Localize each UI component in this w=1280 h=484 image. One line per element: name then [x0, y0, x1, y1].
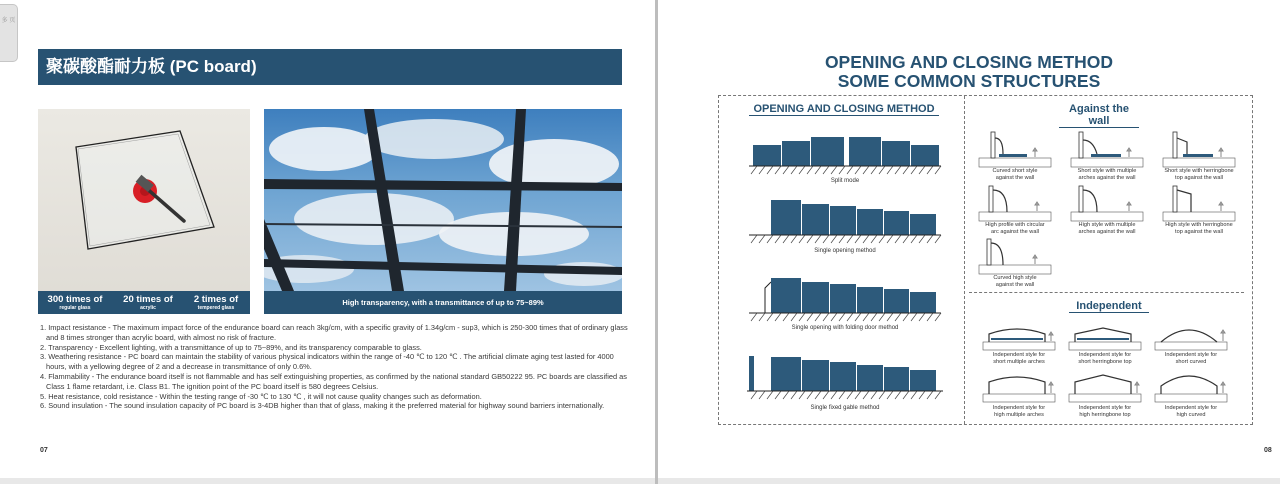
caption-line: high herringbone top: [1079, 411, 1131, 418]
skylight-photo: [264, 109, 622, 291]
caption-line: high curved: [1176, 411, 1206, 418]
stat-acrylic-value: 20 times of: [123, 294, 173, 305]
diagram-single-opening: [747, 196, 943, 244]
stat-acrylic-label: acrylic: [140, 305, 156, 311]
diagram-wall-curved-high: [977, 237, 1053, 275]
title-line-2: SOME COMMON STRUCTURES: [837, 71, 1101, 91]
caption-line: Short style with herringbone: [1164, 168, 1234, 174]
caption-independent-high-multiple-arches: [973, 405, 1065, 418]
section-divider: [969, 292, 1244, 293]
glass-impact-photo: [38, 109, 250, 291]
caption-line: short multiple arches: [993, 358, 1045, 365]
diagram-independent-short-multiple-arches: [981, 322, 1057, 352]
caption-independent-high-curved: [1145, 405, 1237, 418]
caption-line: top against the wall: [1175, 174, 1223, 181]
caption-line: short curved: [1175, 358, 1207, 365]
caption-wall-short-multiple-arches: [1061, 168, 1153, 181]
caption-wall-curved-high: [969, 275, 1061, 288]
caption-independent-short-herringbone: [1059, 352, 1151, 365]
caption-line: top against the wall: [1175, 228, 1223, 235]
property-impact: 1. Impact resistance - The maximum impact force of the endurance board can reach 3kg/cm, with a specific gravity of 1.34g/cm - sup3, which is 250-300 times that of ordinary glass and 8 times stronger than acrylic board, with almost no risk of fracture.: [40, 323, 628, 342]
caption-wall-high-circular: [969, 222, 1061, 235]
strength-stats-strip: [38, 291, 250, 314]
caption-line: arches against the wall: [1078, 174, 1136, 181]
diagram-wall-high-herringbone: [1161, 184, 1237, 222]
caption-line: short herringbone top: [1078, 358, 1132, 365]
diagram-wall-high-circular: [977, 184, 1053, 222]
stat-regular-glass-value: 300 times of: [47, 294, 103, 305]
property-flammability: 4. Flammability - The endurance board itself is not flammable and has self extinguishing properties, as confirmed by the national standard GB50222 95. PC boards are classified as Class 1 flame retardant, i.e. Class B1. The ignition point of the PC board itself is 580 degrees Celsius.: [40, 371, 627, 391]
property-transparency: 2. Transparency - Excellent lighting, with a transmittance of up to 75~89%, and its transparency comparable to glass.: [40, 342, 422, 352]
page-number-left: 07: [40, 447, 48, 454]
side-tab-label: 多 页: [1, 18, 16, 24]
diagram-independent-high-multiple-arches: [981, 372, 1057, 404]
diagram-wall-short-multiple-arches: [1069, 130, 1145, 168]
caption-line: Independent style for: [992, 352, 1046, 358]
diagram-single-opening-folding-door: [747, 274, 943, 322]
stat-regular-glass: [40, 294, 110, 312]
caption-line: Independent style for: [1078, 352, 1132, 358]
caption-independent-short-multiple-arches: [973, 352, 1065, 365]
page-title: [658, 53, 1280, 91]
stat-tempered-glass-value: 2 times of: [193, 294, 239, 305]
caption-line: High style with multiple: [1078, 222, 1136, 228]
diagram-single-fixed-gable: [747, 352, 943, 400]
section-wall-title: Against the wall: [1059, 103, 1139, 128]
right-page: [658, 0, 1280, 478]
caption-single-fixed-gable: Single fixed gable method: [810, 405, 880, 411]
caption-split-mode: Split mode: [830, 178, 860, 184]
stat-tempered-glass: [183, 294, 249, 312]
title-line-1: OPENING AND CLOSING METHOD: [824, 52, 1114, 72]
caption-line: high multiple arches: [994, 411, 1044, 418]
side-tab[interactable]: [0, 4, 18, 62]
caption-wall-curved-short: [969, 168, 1061, 181]
stat-acrylic: [114, 294, 182, 312]
diagram-independent-high-curved: [1153, 372, 1229, 404]
caption-line: against the wall: [995, 174, 1035, 181]
caption-independent-short-curved: [1145, 352, 1237, 365]
caption-independent-high-herringbone: [1059, 405, 1151, 418]
caption-line: arches against the wall: [1078, 228, 1136, 235]
caption-line: Independent style for: [1078, 405, 1132, 411]
caption-line: Independent style for: [1164, 405, 1218, 411]
caption-line: against the wall: [995, 281, 1035, 288]
caption-wall-high-multiple-arches: [1061, 222, 1153, 235]
banner-title: 聚碳酸酯耐力板 (PC board): [38, 49, 622, 85]
caption-line: High style with herringbone: [1165, 222, 1233, 228]
caption-line: Curved short style: [992, 168, 1038, 174]
properties-list: [40, 323, 630, 411]
property-weathering: 3. Weathering resistance - PC board can maintain the stability of various physical indicators within the range of -40 ℃ to 120 ℃ . The artificial climate aging test lasted for 4000 hours, with a yellowing degree of 2 and a decrease in transmittance of only 0.6%.: [40, 352, 614, 372]
caption-line: Independent style for: [992, 405, 1046, 411]
glass-hammer-illustration: [38, 109, 250, 291]
stat-regular-glass-label: regular glass: [59, 305, 91, 311]
transparency-caption: High transparency, with a transmittance of up to 75~89%: [264, 291, 622, 314]
caption-line: Short style with multiple: [1077, 168, 1137, 174]
diagram-independent-short-curved: [1153, 322, 1229, 352]
caption-line: High profile with circular: [985, 222, 1045, 228]
section-independent-title: Independent: [1069, 300, 1149, 313]
column-divider: [964, 96, 965, 424]
caption-line: Independent style for: [1164, 352, 1218, 358]
caption-wall-high-herringbone: [1153, 222, 1245, 235]
diagram-wall-curved-short: [977, 130, 1053, 168]
caption-single-opening: Single opening method: [814, 248, 876, 254]
property-heat-cold: 5. Heat resistance, cold resistance - Within the testing range of -30 ℃ to 130 ℃ , it will not cause quality changes such as deformation.: [40, 391, 482, 401]
skylight-illustration: [264, 109, 622, 291]
caption-single-opening-folding-door: Single opening with folding door method: [791, 325, 899, 331]
diagram-independent-high-herringbone: [1067, 372, 1143, 404]
page-number-right: 08: [1264, 447, 1272, 454]
caption-line: arc against the wall: [991, 228, 1039, 235]
stat-tempered-glass-label: tempered glass: [197, 305, 235, 311]
structures-frame: [718, 95, 1253, 425]
diagram-independent-short-herringbone: [1067, 322, 1143, 352]
property-sound: 6. Sound insulation - The sound insulation capacity of PC board is 3-4DB higher than that of glass, making it the preferred material for highway sound barriers internationally.: [40, 401, 605, 411]
caption-wall-short-herringbone: [1153, 168, 1245, 181]
diagram-split-mode: [747, 134, 943, 176]
diagram-wall-high-multiple-arches: [1069, 184, 1145, 222]
caption-line: Curved high style: [993, 275, 1037, 281]
diagram-wall-short-herringbone: [1161, 130, 1237, 168]
section-opening-title: OPENING AND CLOSING METHOD: [749, 103, 939, 116]
